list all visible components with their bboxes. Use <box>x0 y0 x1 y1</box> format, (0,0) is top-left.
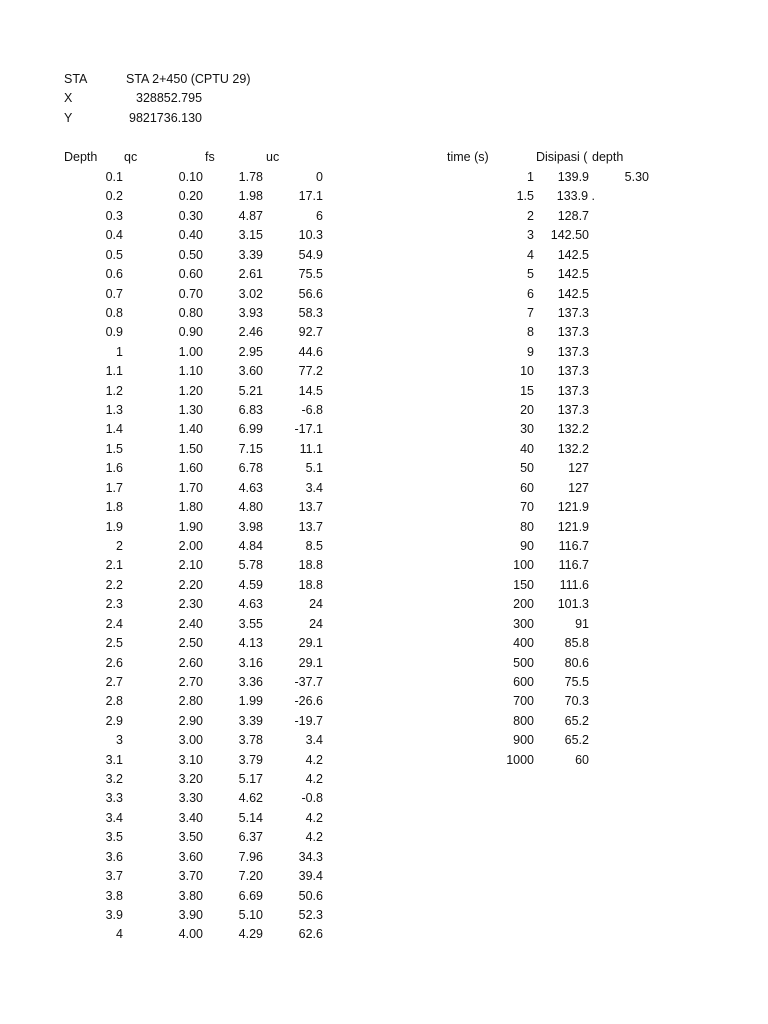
cell-uc: 5.1 <box>305 461 323 475</box>
cell-depth: 2.9 <box>105 714 123 728</box>
y-label: Y <box>64 111 73 125</box>
cell-uc: 4.2 <box>305 830 323 844</box>
cell-uc: 44.6 <box>298 345 323 359</box>
cell-fs: 3.15 <box>238 228 263 242</box>
cell-time: 400 <box>513 636 534 650</box>
cell-depth: 3.8 <box>105 889 123 903</box>
cell-uc: 10.3 <box>298 228 323 242</box>
cell-depth: 1 <box>116 345 123 359</box>
cell-uc: 14.5 <box>298 384 323 398</box>
cell-uc: -0.8 <box>301 791 323 805</box>
cell-depth: 2.8 <box>105 694 123 708</box>
cell-qc: 0.80 <box>178 306 203 320</box>
cell-disipasi: 137.3 <box>557 325 589 339</box>
cell-uc: -26.6 <box>294 694 323 708</box>
cell-uc: 3.4 <box>305 481 323 495</box>
cell-disipasi: 137.3 <box>557 306 589 320</box>
cell-fs: 3.78 <box>238 733 263 747</box>
cell-depth: 2.3 <box>105 597 123 611</box>
cell-uc: 13.7 <box>298 500 323 514</box>
cell-time: 7 <box>527 306 534 320</box>
col-header-qc: qc <box>124 150 138 164</box>
cell-uc: 39.4 <box>298 869 323 883</box>
cell-fs: 5.78 <box>238 558 263 572</box>
cell-qc: 1.30 <box>178 403 203 417</box>
cell-fs: 7.20 <box>238 869 263 883</box>
cell-qc: 1.20 <box>178 384 203 398</box>
cell-qc: 2.30 <box>178 597 203 611</box>
cell-time: 500 <box>513 656 534 670</box>
cell-disipasi: 142.5 <box>557 287 589 301</box>
cell-fs: 2.95 <box>238 345 263 359</box>
cell-time: 15 <box>520 384 534 398</box>
cell-disipasi: 128.7 <box>557 209 589 223</box>
cell-disipasi: 85.8 <box>564 636 589 650</box>
cell-qc: 3.20 <box>178 772 203 786</box>
cell-qc: 2.90 <box>178 714 203 728</box>
col-header-time: time (s) <box>447 150 489 164</box>
cell-depth: 3.7 <box>105 869 123 883</box>
col-header-dissipation-depth: depth <box>592 150 624 164</box>
cell-qc: 2.40 <box>178 617 203 631</box>
cell-qc: 0.40 <box>178 228 203 242</box>
col-header-disipasi: Disipasi ( <box>536 150 588 164</box>
cell-uc: 54.9 <box>298 248 323 262</box>
cell-uc: 62.6 <box>298 927 323 941</box>
cell-uc: 17.1 <box>298 189 323 203</box>
cell-fs: 3.93 <box>238 306 263 320</box>
cell-depth: 1.6 <box>105 461 123 475</box>
cell-qc: 0.50 <box>178 248 203 262</box>
cell-depth: 2.1 <box>105 558 123 572</box>
cell-depth: 3.4 <box>105 811 123 825</box>
cell-time: 2 <box>527 209 534 223</box>
cell-time: 90 <box>520 539 534 553</box>
cell-depth: 3.1 <box>105 753 123 767</box>
cell-qc: 3.40 <box>178 811 203 825</box>
cell-qc: 3.30 <box>178 791 203 805</box>
cell-disipasi: 132.2 <box>557 442 589 456</box>
cell-qc: 1.00 <box>178 345 203 359</box>
cell-uc: 4.2 <box>305 753 323 767</box>
cell-disipasi: 139.9 <box>557 170 589 184</box>
cell-qc: 2.10 <box>178 558 203 572</box>
cell-qc: 2.80 <box>178 694 203 708</box>
cell-depth: 0.3 <box>105 209 123 223</box>
cell-disipasi: 133.9 . <box>556 189 595 203</box>
cell-fs: 1.98 <box>238 189 263 203</box>
cell-time: 10 <box>520 364 534 378</box>
cell-disipasi: 65.2 <box>564 733 589 747</box>
cell-disipasi: 142.50 <box>550 228 589 242</box>
cell-depth: 0.4 <box>105 228 123 242</box>
cell-depth: 4 <box>116 927 123 941</box>
cell-time: 300 <box>513 617 534 631</box>
cell-fs: 3.36 <box>238 675 263 689</box>
cell-uc: 77.2 <box>298 364 323 378</box>
cell-depth: 3.2 <box>105 772 123 786</box>
cell-time: 700 <box>513 694 534 708</box>
cell-depth: 0.6 <box>105 267 123 281</box>
cell-qc: 1.70 <box>178 481 203 495</box>
cell-fs: 3.02 <box>238 287 263 301</box>
cell-uc: 29.1 <box>298 636 323 650</box>
cell-uc: 18.8 <box>298 558 323 572</box>
x-label: X <box>64 91 73 105</box>
cell-disipasi: 116.7 <box>558 558 589 572</box>
cell-fs: 2.46 <box>238 325 263 339</box>
cell-qc: 2.60 <box>178 656 203 670</box>
cell-disipasi: 75.5 <box>564 675 589 689</box>
cell-fs: 3.60 <box>238 364 263 378</box>
col-header-uc: uc <box>266 150 280 164</box>
cell-uc: 8.5 <box>305 539 323 553</box>
cell-uc: 50.6 <box>298 889 323 903</box>
cell-disipasi: 127 <box>568 461 589 475</box>
cell-disipasi: 60 <box>575 753 589 767</box>
cell-disipasi: 111.6 <box>559 578 589 592</box>
cell-qc: 3.90 <box>178 908 203 922</box>
cell-time: 6 <box>527 287 534 301</box>
cell-depth: 3.6 <box>105 850 123 864</box>
cell-fs: 2.61 <box>238 267 263 281</box>
cell-uc: 11.1 <box>299 442 323 456</box>
cell-qc: 2.70 <box>178 675 203 689</box>
cell-depth: 1.9 <box>105 520 123 534</box>
cell-disipasi: 101.3 <box>557 597 589 611</box>
cell-fs: 6.83 <box>238 403 263 417</box>
cell-disipasi: 80.6 <box>564 656 589 670</box>
cell-uc: 92.7 <box>298 325 323 339</box>
cell-disipasi: 127 <box>568 481 589 495</box>
col-header-depth: Depth <box>64 150 98 164</box>
cell-depth: 1.5 <box>105 442 123 456</box>
cell-depth: 1.2 <box>105 384 123 398</box>
cell-disipasi: 137.3 <box>557 345 589 359</box>
cell-qc: 0.70 <box>178 287 203 301</box>
cell-time: 900 <box>513 733 534 747</box>
cell-time: 20 <box>520 403 534 417</box>
cell-uc: 18.8 <box>298 578 323 592</box>
cell-depth: 3 <box>116 733 123 747</box>
cell-depth: 3.3 <box>105 791 123 805</box>
cell-fs: 4.62 <box>238 791 263 805</box>
cell-uc: 52.3 <box>298 908 323 922</box>
cell-uc: 58.3 <box>298 306 323 320</box>
cell-fs: 3.39 <box>238 714 263 728</box>
cell-fs: 1.99 <box>238 694 263 708</box>
cell-fs: 5.17 <box>238 772 263 786</box>
cell-qc: 0.10 <box>178 170 203 184</box>
cell-fs: 4.13 <box>238 636 263 650</box>
cell-depth: 0.7 <box>105 287 123 301</box>
cell-uc: 13.7 <box>298 520 323 534</box>
cell-time: 80 <box>520 520 534 534</box>
cell-uc: 29.1 <box>298 656 323 670</box>
cell-fs: 6.99 <box>238 422 263 436</box>
cell-time: 70 <box>520 500 534 514</box>
col-header-fs: fs <box>205 150 215 164</box>
cell-fs: 5.14 <box>238 811 263 825</box>
cell-fs: 4.87 <box>238 209 263 223</box>
cell-fs: 4.63 <box>238 481 263 495</box>
cell-uc: 24 <box>309 617 323 631</box>
y-value: 9821736.130 <box>129 111 202 125</box>
cell-qc: 3.50 <box>178 830 203 844</box>
cell-time: 1 <box>527 170 534 184</box>
cell-qc: 4.00 <box>178 927 203 941</box>
cell-disipasi: 65.2 <box>564 714 589 728</box>
cell-qc: 2.50 <box>178 636 203 650</box>
cell-depth: 2 <box>116 539 123 553</box>
cell-qc: 3.70 <box>178 869 203 883</box>
cell-uc: 56.6 <box>298 287 323 301</box>
cell-uc: -19.7 <box>294 714 323 728</box>
cell-qc: 1.10 <box>178 364 203 378</box>
cell-time: 30 <box>520 422 534 436</box>
cell-uc: -6.8 <box>301 403 323 417</box>
cell-qc: 3.10 <box>178 753 203 767</box>
cell-time: 5 <box>527 267 534 281</box>
cell-fs: 3.55 <box>238 617 263 631</box>
cell-qc: 1.80 <box>178 500 203 514</box>
cell-depth: 0.8 <box>105 306 123 320</box>
cell-disipasi: 91 <box>575 617 589 631</box>
cell-depth: 0.5 <box>105 248 123 262</box>
cell-depth: 1.1 <box>105 364 123 378</box>
x-value: 328852.795 <box>136 91 203 105</box>
cell-time: 4 <box>527 248 534 262</box>
cell-uc: -17.1 <box>294 422 323 436</box>
cell-fs: 3.98 <box>238 520 263 534</box>
cell-disipasi: 137.3 <box>557 384 589 398</box>
cell-uc: -37.7 <box>294 675 323 689</box>
cell-disipasi: 121.9 <box>557 500 589 514</box>
cell-fs: 5.10 <box>238 908 263 922</box>
cell-fs: 4.29 <box>238 927 263 941</box>
cell-qc: 3.80 <box>178 889 203 903</box>
cell-time: 50 <box>520 461 534 475</box>
cell-depth: 2.6 <box>105 656 123 670</box>
cell-disipasi: 132.2 <box>557 422 589 436</box>
cell-qc: 2.20 <box>178 578 203 592</box>
cell-uc: 3.4 <box>305 733 323 747</box>
cell-qc: 3.60 <box>178 850 203 864</box>
cell-depth: 2.4 <box>105 617 123 631</box>
cell-time: 100 <box>513 558 534 572</box>
cell-disipasi: 121.9 <box>557 520 589 534</box>
cell-depth: 0.9 <box>105 325 123 339</box>
cell-disipasi: 142.5 <box>557 267 589 281</box>
cell-uc: 4.2 <box>305 772 323 786</box>
cell-time: 60 <box>520 481 534 495</box>
cell-uc: 75.5 <box>298 267 323 281</box>
cell-time: 600 <box>513 675 534 689</box>
cell-depth: 0.2 <box>105 189 123 203</box>
cell-depth: 0.1 <box>105 170 123 184</box>
cell-time: 8 <box>527 325 534 339</box>
cell-qc: 1.60 <box>178 461 203 475</box>
cell-time: 1.5 <box>516 189 534 203</box>
cell-depth: 2.2 <box>105 578 123 592</box>
cell-depth: 2.5 <box>105 636 123 650</box>
cell-fs: 6.37 <box>238 830 263 844</box>
cell-disipasi: 70.3 <box>564 694 589 708</box>
cell-uc: 4.2 <box>305 811 323 825</box>
cell-fs: 3.79 <box>238 753 263 767</box>
cell-fs: 3.39 <box>238 248 263 262</box>
cell-qc: 3.00 <box>178 733 203 747</box>
cell-fs: 4.63 <box>238 597 263 611</box>
cell-qc: 1.90 <box>178 520 203 534</box>
cell-disipasi: 142.5 <box>557 248 589 262</box>
cell-time: 150 <box>513 578 534 592</box>
sta-label: STA <box>64 72 88 86</box>
cell-uc: 34.3 <box>298 850 323 864</box>
cell-depth: 3.9 <box>105 908 123 922</box>
cell-depth: 1.7 <box>105 481 123 495</box>
cell-uc: 0 <box>316 170 323 184</box>
cell-time: 3 <box>527 228 534 242</box>
cell-qc: 0.20 <box>178 189 203 203</box>
cell-disipasi: 137.3 <box>557 364 589 378</box>
cell-time: 200 <box>513 597 534 611</box>
cell-fs: 3.16 <box>238 656 263 670</box>
cell-fs: 4.80 <box>238 500 263 514</box>
cell-depth: 1.4 <box>105 422 123 436</box>
cell-fs: 5.21 <box>238 384 263 398</box>
cell-fs: 4.84 <box>238 539 263 553</box>
cell-fs: 6.69 <box>238 889 263 903</box>
cell-depth: 2.7 <box>105 675 123 689</box>
cell-time: 9 <box>527 345 534 359</box>
cell-fs: 7.96 <box>238 850 263 864</box>
cell-time: 1000 <box>506 753 534 767</box>
dissipation-depth-value: 5.30 <box>624 170 649 184</box>
cell-depth: 1.8 <box>105 500 123 514</box>
cell-qc: 0.30 <box>178 209 203 223</box>
cell-qc: 0.90 <box>178 325 203 339</box>
cell-uc: 24 <box>309 597 323 611</box>
cell-qc: 0.60 <box>178 267 203 281</box>
sta-value: STA 2+450 (CPTU 29) <box>126 72 251 86</box>
cell-qc: 1.40 <box>178 422 203 436</box>
cell-qc: 1.50 <box>178 442 203 456</box>
cell-disipasi: 137.3 <box>557 403 589 417</box>
cell-depth: 1.3 <box>105 403 123 417</box>
cell-time: 40 <box>520 442 534 456</box>
cell-disipasi: 116.7 <box>558 539 589 553</box>
cell-time: 800 <box>513 714 534 728</box>
cell-uc: 6 <box>316 209 323 223</box>
cell-fs: 1.78 <box>238 170 263 184</box>
cell-fs: 4.59 <box>238 578 263 592</box>
cell-fs: 6.78 <box>238 461 263 475</box>
cell-depth: 3.5 <box>105 830 123 844</box>
cell-qc: 2.00 <box>178 539 203 553</box>
cell-fs: 7.15 <box>238 442 263 456</box>
